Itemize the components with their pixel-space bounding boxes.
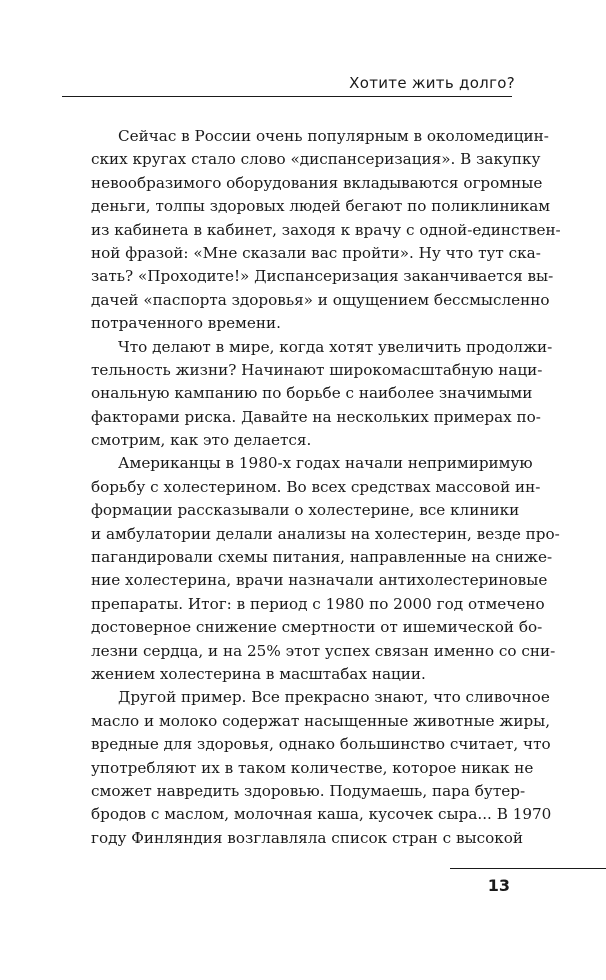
- paragraph: [91, 686, 552, 850]
- text-line: жением холестерина в масштабах нации.: [91, 664, 426, 683]
- page-number: 13: [487, 876, 510, 895]
- text-line: невообразимого оборудования вкладываются огромные: [91, 173, 543, 192]
- text-line: ональную кампанию по борьбе с наиболее значимыми: [91, 384, 533, 403]
- footer-rule: [450, 868, 606, 869]
- text-line: сможет навредить здоровью. Подумаешь, пара бутер-: [91, 781, 526, 800]
- text-line: году Финляндия возглавляла список стран с высокой: [91, 828, 523, 847]
- text-line: употребляют их в таком количестве, которое никак не: [91, 758, 534, 777]
- text-line: лезни сердца, и на 25% этот успех связан именно со сни-: [91, 641, 556, 660]
- text-line: Сейчас в России очень популярным в околомедицин-: [118, 127, 549, 145]
- text-line: из кабинета в кабинет, заходя к врачу с одной-единствен-: [91, 220, 561, 239]
- text-line: Что делают в мире, когда хотят увеличить продолжи-: [118, 337, 553, 356]
- text-line: масло и молоко содержат насыщенные животные жиры,: [91, 711, 551, 730]
- text-line: борьбу с холестерином. Во всех средствах массовой ин-: [91, 477, 541, 496]
- text-line: ских кругах стало слово «диспансеризация». В закупку: [91, 150, 541, 169]
- text-line: и амбулатории делали анализы на холестерин, везде про-: [91, 524, 560, 543]
- text-line: Другой пример. Все прекрасно знают, что сливочное: [118, 688, 550, 707]
- paragraph: [91, 125, 561, 336]
- text-line: деньги, толпы здоровых людей бегают по поликлиникам: [91, 197, 551, 216]
- text-line: формации рассказывали о холестерине, все клиники: [91, 501, 520, 520]
- text-line: зать? «Проходите!» Диспансеризация заканчивается вы-: [91, 267, 554, 286]
- header-rule: [62, 96, 512, 97]
- text-line: потраченного времени.: [91, 314, 281, 333]
- text-line: ной фразой: «Мне сказали вас пройти». Ну что тут ска-: [91, 243, 541, 262]
- text-line: дачей «паспорта здоровья» и ощущением бессмысленно: [91, 290, 550, 309]
- text-line: пагандировали схемы питания, направленные на сниже-: [91, 548, 553, 567]
- text-line: смотрим, как это делается.: [91, 431, 312, 450]
- body-text: [91, 125, 561, 850]
- text-line: тельность жизни? Начинают широкомасштабную наци-: [91, 360, 543, 379]
- text-line: вредные для здоровья, однако большинство считает, что: [91, 735, 551, 754]
- paragraph: [91, 336, 553, 453]
- text-line: факторами риска. Давайте на нескольких примерах по-: [91, 407, 541, 426]
- text-line: препараты. Итог: в период с 1980 по 2000 год отмечено: [91, 594, 545, 613]
- text-line: достоверное снижение смертности от ишемической бо-: [91, 618, 543, 637]
- text-line: Американцы в 1980-х годах начали непримиримую: [118, 454, 533, 473]
- text-line: бродов с маслом, молочная каша, кусочек сыра... В 1970: [91, 805, 552, 824]
- text-line: ние холестерина, врачи назначали антихолестериновые: [91, 571, 548, 590]
- running-header-title: Хотите жить долго?: [349, 74, 515, 92]
- paragraph: [91, 452, 560, 686]
